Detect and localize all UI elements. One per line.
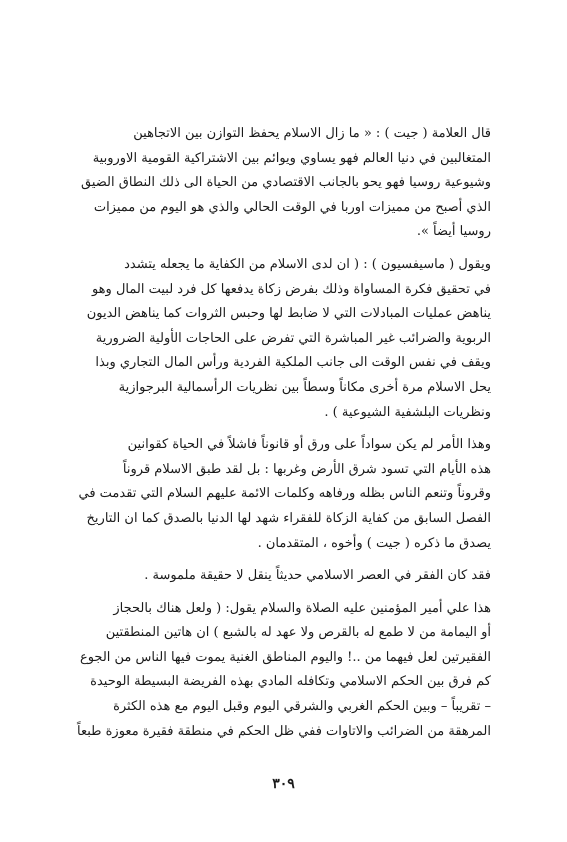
line: يحل الاسلام مرة أخرى مكاناً وسطاً بين نظريات الرأسمالية البرجوازية [118,379,491,395]
line: هذا علي أمير المؤمنين عليه الصلاة والسلام يقول: ( ولعل هناك بالحجاز [113,600,491,616]
line: الفصل السابق من كفاية الزكاة للفقراء شهد لها الدنيا بالصدق كما ان التاريخ [86,510,491,526]
line: قال العلامة ( جيت ) : « ما زال الاسلام يحفظ التوازن بين الاتجاهين [133,126,491,141]
line: المتغالبين في دنيا العالم فهو يساوي ويوائم بين الاشتراكية القومية الاوروبية [92,150,491,166]
line: الذي أصبح من مميزات اوربا في الوقت الحالي والذي هو اليوم من مميزات [93,199,491,215]
paragraph-ali-quote [70,597,491,745]
line: – تقريباً – وبين الحكم الغربي والشرقي اليوم وقبل اليوم مع هذه الكثرة [113,699,491,715]
paragraph-gibb-quote [70,122,491,245]
line: فقد كان الفقر في العصر الاسلامي حديثاً ينقل لا حقيقة ملموسة . [144,568,491,584]
paragraph-massignon-quote [70,253,491,425]
paragraph-history [70,433,491,556]
line: وهذا الأمر لم يكن سواداً على ورق أو قانوناً فاشلاً في الحياة كقوانين [127,437,491,453]
line: الفقيرتين لعل فيهما من ..! واليوم المناطق الغنية يموت فيها الناس من الجوع [79,649,491,665]
line: ويقول ( ماسيفسيون ) : ( ان لدى الاسلام من الكفاية ما يجعله يتشدد [124,256,491,272]
paragraph-poverty [70,564,491,589]
text-block [70,122,491,744]
line: يصدق ما ذكره ( جيت ) وأخوه ، المتقدمان . [257,535,491,551]
line: يناهض عمليات المبادلات التي لا ضابط لها وحبس الثروات كما يناهض الديون [86,306,491,322]
line: في تحقيق فكرة المساواة وذلك بفرض زكاة يدفعها كل فرد لبيت المال وهو [91,281,491,297]
line: هذه الأيام التي تسود شرق الأرض وغربها : بل لقد طبق الاسلام قروناً [122,461,491,477]
line: ونظريات البلشفية الشيوعية ) . [324,404,491,420]
line: الربوية والضرائب غير المباشرة التي تفرض على الحاجات الأولية الضرورية [95,330,491,346]
line: كم فرق بين الحكم الاسلامي وتكافله المادي بهذه الفريضة البسيطة الوحيدة [90,674,491,690]
line: المرهقة من الضرائب والاتاوات ففي ظل الحكم في منطقة فقيرة معوزة طبعاً [76,723,491,739]
line: وشيوعية روسيا فهو يحو بالجانب الاقتصادي من الحياة الى ذلك النطاق الضيق [81,175,491,191]
page-number: ٣٠٩ [272,776,295,792]
line: أو اليمامة من لا طمع له بالقرص ولا عهد له بالشبع ) ان هاتين المنطقتين [105,625,491,641]
line: وقروناً وتنعم الناس بظله ورفاهه وكلمات الائمة عليهم السلام التي تقدمت في [78,486,491,502]
line: روسيا أيضاً ». [416,224,491,240]
line: ويقف في نفس الوقت الى جانب الملكية الفردية ورأس المال التجاري وبذا [95,355,491,371]
